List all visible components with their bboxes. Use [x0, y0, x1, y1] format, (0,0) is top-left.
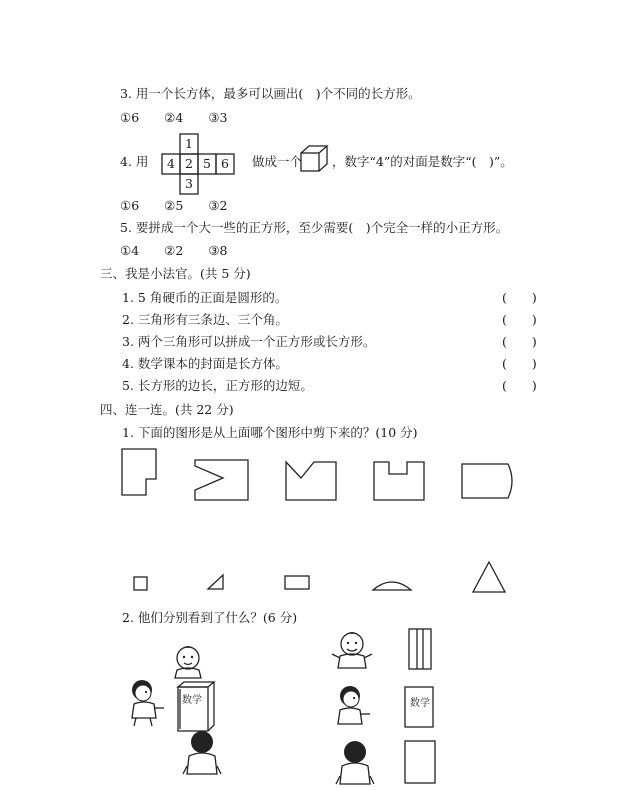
shape-square-notch[interactable]: [372, 460, 432, 505]
child-top: [168, 640, 208, 680]
q3-text: 3. 用一个长方体，最多可以画出( )个不同的长方形。: [120, 86, 421, 101]
judge-blank-3[interactable]: ( ): [502, 334, 537, 349]
judge-blank-1[interactable]: ( ): [502, 290, 537, 305]
piece-semicircle[interactable]: [371, 577, 415, 593]
child-bottom: [181, 730, 223, 780]
shape-arc-cut[interactable]: [460, 462, 520, 504]
net-row-3: 6: [221, 156, 229, 171]
view-label: 数学: [410, 698, 430, 709]
piece-small-square[interactable]: [133, 576, 149, 592]
section4-q1: 1. 下面的图形是从上面哪个图形中剪下来的？(10 分): [122, 425, 418, 440]
q4-prefix: 4. 用: [120, 154, 149, 169]
judge-item-5: 5. 长方形的边长，正方形的边短。: [122, 378, 313, 393]
q5-options: ①4 ②2 ③8: [120, 243, 228, 258]
q5-text: 5. 要拼成一个大一些的正方形，至少需要( )个完全一样的小正方形。: [120, 220, 509, 235]
q4-suffix: ，数字“4”的对面是数字“( )”。: [332, 154, 513, 169]
shape-l-notch[interactable]: [120, 447, 160, 497]
judge-item-1: 1. 5 角硬币的正面是圆形的。: [122, 290, 288, 305]
child-front-view: [332, 628, 374, 674]
q3-options: ①6 ②4 ③3: [120, 110, 228, 125]
piece-small-rectangle[interactable]: [284, 575, 312, 591]
net-row-1: 2: [185, 156, 193, 171]
net-row-0: 4: [167, 156, 175, 171]
cube-icon: [300, 145, 330, 175]
shape-v-notch[interactable]: [284, 460, 344, 505]
judge-item-3: 3. 两个三角形可以拼成一个正方形或长方形。: [122, 334, 376, 349]
judge-blank-4[interactable]: ( ): [502, 356, 537, 371]
judge-item-4: 4. 数学课本的封面是长方体。: [122, 356, 288, 371]
judge-item-2: 2. 三角形有三条边、三个角。: [122, 312, 288, 327]
book-label: 数学: [182, 695, 202, 706]
child-left: [126, 678, 168, 728]
q4-options: ①6 ②5 ③2: [120, 198, 228, 213]
section3-title: 三、我是小法官。(共 5 分): [100, 266, 251, 281]
child-back-view: [334, 740, 376, 788]
view-book-spine[interactable]: [408, 628, 434, 672]
piece-small-triangle[interactable]: [207, 574, 225, 590]
net-top: 1: [185, 136, 193, 151]
piece-triangle[interactable]: [471, 560, 507, 594]
judge-blank-2[interactable]: ( ): [502, 312, 537, 327]
shape-triangle-cut-rect[interactable]: [193, 458, 253, 508]
child-side-view: [332, 684, 374, 734]
q4-mid: 做成一个: [252, 154, 303, 169]
cube-net: [162, 134, 242, 194]
judge-blank-5[interactable]: ( ): [502, 378, 537, 393]
net-bottom: 3: [185, 176, 193, 191]
view-book-back[interactable]: [404, 740, 438, 786]
section4-q2: 2. 他们分别看到了什么？(6 分): [122, 610, 298, 625]
section4-title: 四、连一连。(共 22 分): [100, 402, 234, 417]
net-row-2: 5: [203, 156, 211, 171]
